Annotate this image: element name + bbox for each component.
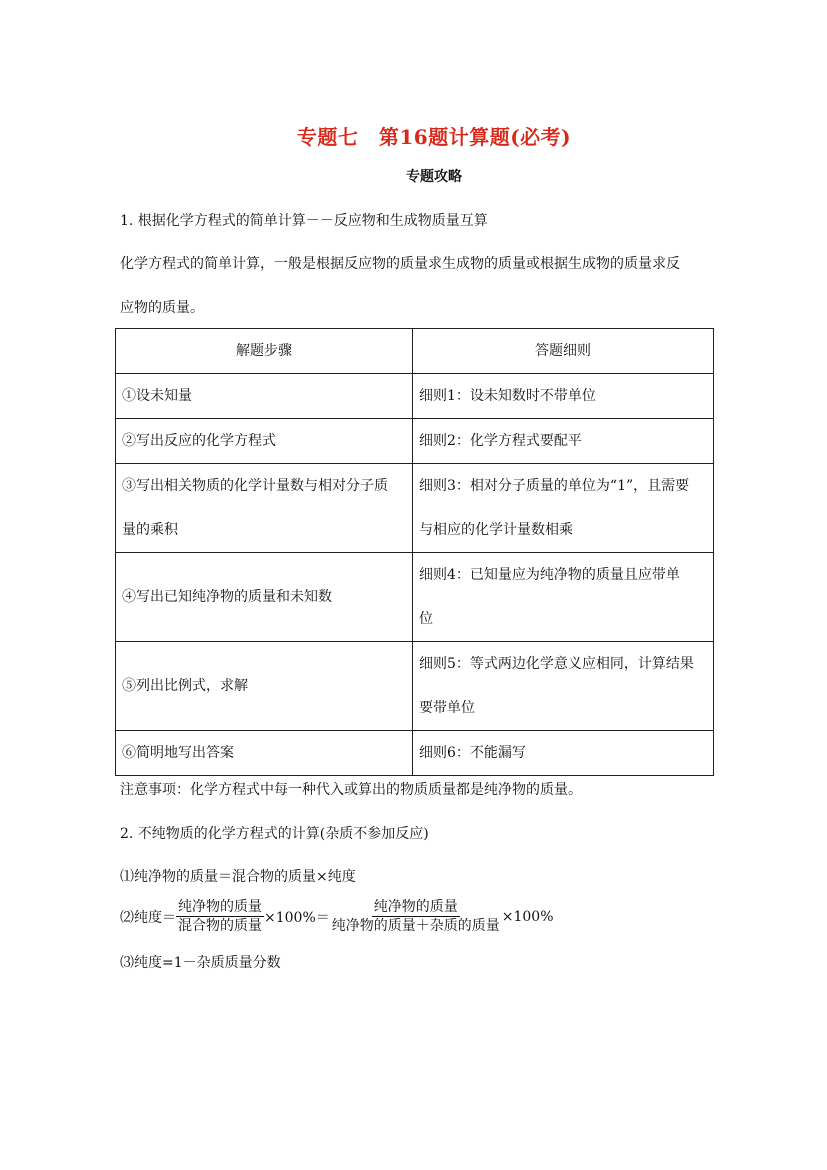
rule-cell-line: 与相应的化学计量数相乘	[419, 522, 573, 538]
fraction-1-numerator: 纯净物的质量	[178, 899, 262, 915]
step-cell	[116, 553, 413, 642]
fraction-1	[176, 898, 264, 935]
section-2-heading: 2. 不纯物质的化学方程式的计算(杂质不参加反应)	[120, 826, 429, 842]
step-cell-line: 量的乘积	[122, 522, 178, 538]
section-1-heading: 1. 根据化学方程式的简单计算－－反应物和生成物质量互算	[120, 213, 488, 229]
rule-cell	[413, 731, 714, 776]
section-1-paragraph-line-2: 应物的质量。	[120, 300, 204, 316]
header-steps: 解题步骤	[116, 329, 413, 374]
table-row	[116, 464, 714, 553]
table-row	[116, 374, 714, 419]
table-row	[116, 553, 714, 642]
formula-2-prefix: ⑵纯度＝	[120, 909, 176, 926]
formula-2-suffix: ×100%	[501, 908, 554, 925]
header-rules: 答题细则	[413, 329, 714, 374]
rule-cell	[413, 419, 714, 464]
fraction-2-denominator: 纯净物的质量＋杂质的质量	[331, 918, 500, 934]
formula-2-middle: ×100%＝	[264, 909, 330, 926]
fraction-2	[330, 898, 502, 935]
rule-cell-line: 细则6：不能漏写	[419, 745, 526, 761]
rule-cell	[413, 464, 714, 553]
step-cell-line: ③写出相关物质的化学计量数与相对分子质	[122, 478, 388, 494]
table-row	[116, 731, 714, 776]
rule-cell	[413, 642, 714, 731]
table-row	[116, 419, 714, 464]
table-header-row	[116, 329, 714, 374]
table-row	[116, 642, 714, 731]
rule-cell	[413, 374, 714, 419]
rule-cell-line: 细则1：设未知数时不带单位	[419, 388, 596, 404]
step-cell	[116, 419, 413, 464]
steps-table	[115, 328, 714, 776]
fraction-2-numerator: 纯净物的质量	[373, 899, 458, 915]
step-cell-line: ⑤列出比例式，求解	[122, 678, 248, 694]
rule-cell-line: 细则2：化学方程式要配平	[419, 433, 582, 449]
step-cell-line: ④写出已知纯净物的质量和未知数	[122, 589, 332, 605]
step-cell-line: ②写出反应的化学方程式	[122, 433, 276, 449]
rule-cell-line: 细则5：等式两边化学意义应相同，计算结果	[419, 656, 694, 672]
step-cell	[116, 464, 413, 553]
step-cell	[116, 642, 413, 731]
fraction-1-denominator: 混合物的质量	[178, 918, 262, 934]
rule-cell-line: 细则4：已知量应为纯净物的质量且应带单	[419, 567, 680, 583]
step-cell-line: ⑥简明地写出答案	[122, 745, 234, 761]
rule-cell-line: 细则3：相对分子质量的单位为“1”，且需要	[419, 478, 690, 494]
section-subtitle: 专题攻略	[406, 169, 462, 185]
step-cell-line: ①设未知量	[122, 388, 192, 404]
formula-2	[120, 898, 554, 935]
rule-cell	[413, 553, 714, 642]
page-title: 专题七 第16题计算题(必考)	[296, 125, 572, 149]
step-cell	[116, 374, 413, 419]
rule-cell-line: 要带单位	[419, 700, 475, 716]
formula-3: ⑶纯度=1－杂质质量分数	[120, 955, 281, 971]
section-1-paragraph-line-1: 化学方程式的简单计算，一般是根据反应物的质量求生成物的质量或根据生成物的质量求反	[120, 256, 680, 272]
note: 注意事项：化学方程式中每一种代入或算出的物质质量都是纯净物的质量。	[120, 782, 582, 798]
step-cell	[116, 731, 413, 776]
formula-1: ⑴纯净物的质量＝混合物的质量×纯度	[120, 869, 356, 885]
rule-cell-line: 位	[419, 611, 433, 627]
